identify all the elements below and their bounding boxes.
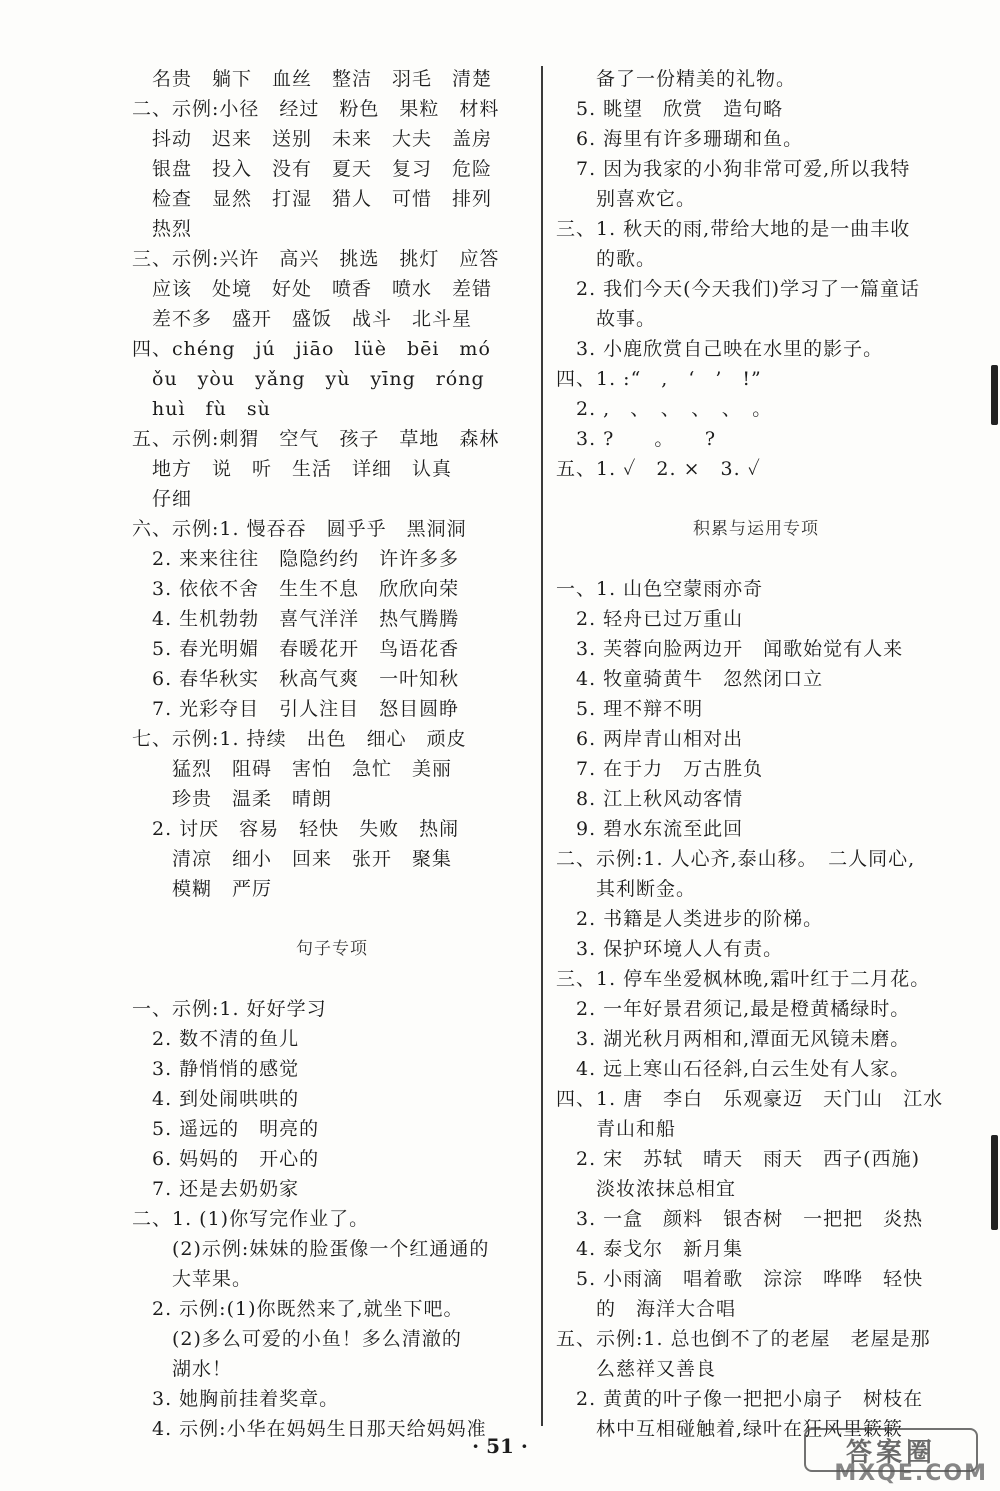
page-number: · 51 ·: [472, 1434, 528, 1458]
left-answer-line: 六、示例:1. 慢吞吞 圆乎乎 黑洞洞: [132, 518, 467, 540]
left-answer-line: 4. 到处闹哄哄的: [132, 1088, 300, 1110]
column-divider: [541, 66, 543, 1426]
watermark-logo: [768, 1428, 988, 1486]
left-answer-line: 七、示例:1. 持续 出色 细心 顽皮: [132, 728, 467, 750]
left-answer-line: 3. 依依不舍 生生不息 欣欣向荣: [132, 578, 460, 600]
left-answer-line: 大苹果。: [132, 1268, 253, 1290]
left-spacer: [132, 964, 532, 994]
left-answer-line: 三、示例:兴许 高兴 挑选 挑灯 应答: [132, 248, 500, 270]
left-answer-line: 5. 春光明媚 春暖花开 鸟语花香: [132, 638, 460, 660]
right-answer-line: 五、1. ✓ 2. × 3. ✓: [556, 458, 761, 480]
left-answer-line: 二、1. (1)你写完作业了。: [132, 1208, 370, 1230]
left-answer-line: 7. 还是去奶奶家: [132, 1178, 300, 1200]
left-answer-line: 2. 数不清的鱼儿: [132, 1028, 300, 1050]
right-answer-line: 3. 芙蓉向脸两边开 闻歌始觉有人来: [556, 638, 904, 660]
watermark-bottom-text: MXQE.COM: [834, 1461, 988, 1486]
right-answer-line: 4. 牧童骑黄牛 忽然闭口立: [556, 668, 824, 690]
right-answer-line: 的歌。: [556, 248, 657, 270]
right-section-heading: 积累与运用专项: [693, 519, 819, 539]
right-answer-line: 3. ? 。 ?: [556, 428, 717, 450]
left-answer-line: 珍贵 温柔 晴朗: [132, 788, 333, 810]
right-answer-line: 三、1. 停车坐爱枫林晚,霜叶红于二月花。: [556, 968, 931, 990]
left-answer-line: 银盘 投入 没有 夏天 复习 危险: [132, 158, 493, 180]
right-spacer: [556, 544, 956, 574]
right-answer-line: 5. 小雨滴 唱着歌 淙淙 哗哗 轻快: [556, 1268, 924, 1290]
right-answer-line: 7. 在于力 万古胜负: [556, 758, 764, 780]
right-answer-line: 故事。: [556, 308, 657, 330]
left-answer-line: 仔细: [132, 488, 193, 510]
right-answer-line: 淡妆浓抹总相宜: [556, 1178, 737, 1200]
right-answer-line: 其利断金。: [556, 878, 697, 900]
left-answer-line: (2)多么可爱的小鱼！多么清澈的: [132, 1328, 462, 1350]
right-answer-line: 8. 江上秋风动客情: [556, 788, 744, 810]
right-answer-line: 3. 湖光秋月两相和,潭面无风镜未磨。: [556, 1028, 911, 1050]
right-answer-line: 2. , 、 、 、 、 。: [556, 398, 773, 420]
right-answer-line: 2. 一年好景君须记,最是橙黄橘绿时。: [556, 998, 911, 1020]
right-answer-line: 2. 轻舟已过万重山: [556, 608, 744, 630]
left-answer-line: 模糊 严厉: [132, 878, 273, 900]
left-answer-line: (2)示例:妹妹的脸蛋像一个红通通的: [132, 1238, 490, 1260]
left-answer-line: 4. 生机勃勃 喜气洋洋 热气腾腾: [132, 608, 460, 630]
right-answer-line: 9. 碧水东流至此回: [556, 818, 744, 840]
right-answer-line: 林中互相碰触着,绿叶在狂风里簌簌: [556, 1418, 904, 1440]
watermark-top-text: 答案圈: [804, 1428, 978, 1472]
right-answer-line: 4. 泰戈尔 新月集: [556, 1238, 744, 1260]
right-answer-line: 二、示例:1. 人心齐,泰山移。 二人同心,: [556, 848, 916, 870]
right-answer-line: 2. 黄黄的叶子像一把把小扇子 树枝在: [556, 1388, 924, 1410]
left-answer-line: 地方 说 听 生活 详细 认真: [132, 458, 453, 480]
right-answer-line: 三、1. 秋天的雨,带给大地的是一曲丰收: [556, 218, 911, 240]
right-answer-line: 么慈祥又善良: [556, 1358, 717, 1380]
left-section-heading: 句子专项: [296, 939, 368, 959]
left-answer-line: 应该 处境 好处 喷香 喷水 差错: [132, 278, 493, 300]
right-answer-line: 2. 我们今天(今天我们)学习了一篇童话: [556, 278, 920, 300]
right-answer-line: 5. 眺望 欣赏 造句略: [556, 98, 784, 120]
right-answer-line: 青山和船: [556, 1118, 677, 1140]
left-answer-line: 2. 示例:(1)你既然来了,就坐下吧。: [132, 1298, 464, 1320]
right-answer-line: 2. 书籍是人类进步的阶梯。: [556, 908, 824, 930]
right-answer-line: 五、示例:1. 总也倒不了的老屋 老屋是那: [556, 1328, 931, 1350]
left-answer-line: huì fù sù: [132, 398, 271, 420]
left-answer-line: 7. 光彩夺目 引人注目 怒目圆睁: [132, 698, 460, 720]
left-answer-line: 清凉 细小 回来 张开 聚集: [132, 848, 453, 870]
right-answer-line: 3. 一盒 颜料 银杏树 一把把 炎热: [556, 1208, 924, 1230]
right-answer-line: 4. 远上寒山石径斜,白云生处有人家。: [556, 1058, 911, 1080]
right-spacer: [556, 484, 956, 514]
right-column: [556, 64, 956, 1444]
scan-edge-mark: [991, 1135, 998, 1230]
right-answer-line: 5. 理不辩不明: [556, 698, 704, 720]
left-answer-line: 4. 示例:小华在妈妈生日那天给妈妈准: [132, 1418, 487, 1440]
right-answer-line: 别喜欢它。: [556, 188, 697, 210]
left-answer-line: 抖动 迟来 送别 未来 大夫 盖房: [132, 128, 493, 150]
right-answer-line: 备了一份精美的礼物。: [556, 68, 797, 90]
left-answer-line: 5. 遥远的 明亮的: [132, 1118, 320, 1140]
left-answer-line: 猛烈 阻碍 害怕 急忙 美丽: [132, 758, 453, 780]
left-answer-line: 2. 来来往往 隐隐约约 许许多多: [132, 548, 460, 570]
right-answer-line: 3. 小鹿欣赏自己映在水里的影子。: [556, 338, 884, 360]
left-answer-line: 五、示例:刺猬 空气 孩子 草地 森林: [132, 428, 500, 450]
right-answer-line: 四、1. 唐 李白 乐观豪迈 天门山 江水: [556, 1088, 944, 1110]
left-answer-line: 差不多 盛开 盛饭 战斗 北斗星: [132, 308, 473, 330]
right-answer-line: 6. 海里有许多珊瑚和鱼。: [556, 128, 804, 150]
left-answer-line: ǒu yòu yǎng yù yīng róng: [132, 368, 485, 390]
scan-edge-mark: [991, 365, 998, 425]
right-answer-line: 四、1. :“ , ‘ ’ !”: [556, 368, 762, 390]
left-answer-line: 热烈: [132, 218, 193, 240]
left-answer-line: 二、示例:小径 经过 粉色 果粒 材料: [132, 98, 500, 120]
right-answer-line: 的 海洋大合唱: [556, 1298, 737, 1320]
left-answer-line: 名贵 躺下 血丝 整洁 羽毛 清楚: [132, 68, 493, 90]
right-answer-line: 7. 因为我家的小狗非常可爱,所以我特: [556, 158, 911, 180]
left-answer-line: 3. 她胸前挂着奖章。: [132, 1388, 340, 1410]
left-answer-line: 6. 妈妈的 开心的: [132, 1148, 320, 1170]
left-answer-line: 一、示例:1. 好好学习: [132, 998, 327, 1020]
right-answer-line: 6. 两岸青山相对出: [556, 728, 744, 750]
left-answer-line: 2. 讨厌 容易 轻快 失败 热闹: [132, 818, 460, 840]
left-answer-line: 四、chéng jú jiāo lüè bēi mó: [132, 338, 491, 360]
right-answer-line: 一、1. 山色空蒙雨亦奇: [556, 578, 764, 600]
left-spacer: [132, 904, 532, 934]
left-answer-line: 湖水！: [132, 1358, 233, 1380]
left-answer-line: 检查 显然 打湿 猎人 可惜 排列: [132, 188, 493, 210]
left-column: [132, 64, 532, 1444]
left-answer-line: 3. 静悄悄的感觉: [132, 1058, 300, 1080]
left-answer-line: 6. 春华秋实 秋高气爽 一叶知秋: [132, 668, 460, 690]
right-answer-line: 2. 宋 苏轼 晴天 雨天 西子(西施): [556, 1148, 920, 1170]
right-answer-line: 3. 保护环境人人有责。: [556, 938, 784, 960]
